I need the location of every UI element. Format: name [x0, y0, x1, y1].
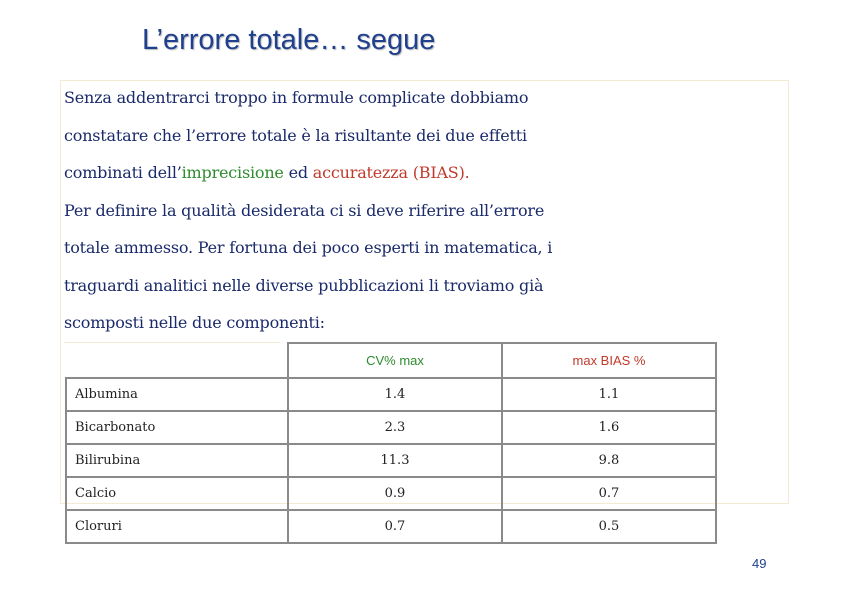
paragraph-part-3: Per definire la qualità desiderata ci si deve riferire all’errore totale ammesso. Per fortuna dei poco esperti in matematica, i traguardi analitici nelle diverse pubblicazioni li troviamo già scomposti nelle due componenti: — [64, 200, 553, 332]
page-number: 49 — [752, 556, 767, 571]
analyte-name: Cloruri — [66, 510, 288, 543]
analytical-goals-table — [65, 342, 717, 544]
analyte-name: Calcio — [66, 477, 288, 510]
table-row — [66, 477, 716, 510]
cv-value: 2.3 — [288, 411, 502, 444]
table-header-row — [66, 343, 716, 378]
bias-value: 9.8 — [502, 444, 716, 477]
header-max-bias: max BIAS % — [502, 343, 716, 378]
paragraph-part-2: ed — [283, 163, 313, 182]
table-row — [66, 444, 716, 477]
imprecision-term: imprecisione — [181, 163, 284, 182]
table-row — [66, 411, 716, 444]
slide-title: L’errore totale… segue — [142, 24, 436, 56]
table-row — [66, 378, 716, 411]
cv-value: 1.4 — [288, 378, 502, 411]
analyte-name: Bilirubina — [66, 444, 288, 477]
table-row — [66, 510, 716, 543]
paragraph-part-1: Senza addentrarci troppo in formule complicate dobbiamo constatare che l’errore totale è la risultante dei due effetti combinati dell’ — [64, 88, 529, 182]
cv-value: 11.3 — [288, 444, 502, 477]
bias-value: 0.7 — [502, 477, 716, 510]
cv-value: 0.9 — [288, 477, 502, 510]
bias-value: 0.5 — [502, 510, 716, 543]
analyte-name: Albumina — [66, 378, 288, 411]
header-cv-max: CV% max — [288, 343, 502, 378]
accuracy-term: accuratezza (BIAS). — [312, 163, 470, 182]
bias-value: 1.6 — [502, 411, 716, 444]
cv-value: 0.7 — [288, 510, 502, 543]
body-paragraph — [64, 79, 584, 342]
bias-value: 1.1 — [502, 378, 716, 411]
table-corner-cell — [66, 343, 288, 378]
analyte-name: Bicarbonato — [66, 411, 288, 444]
